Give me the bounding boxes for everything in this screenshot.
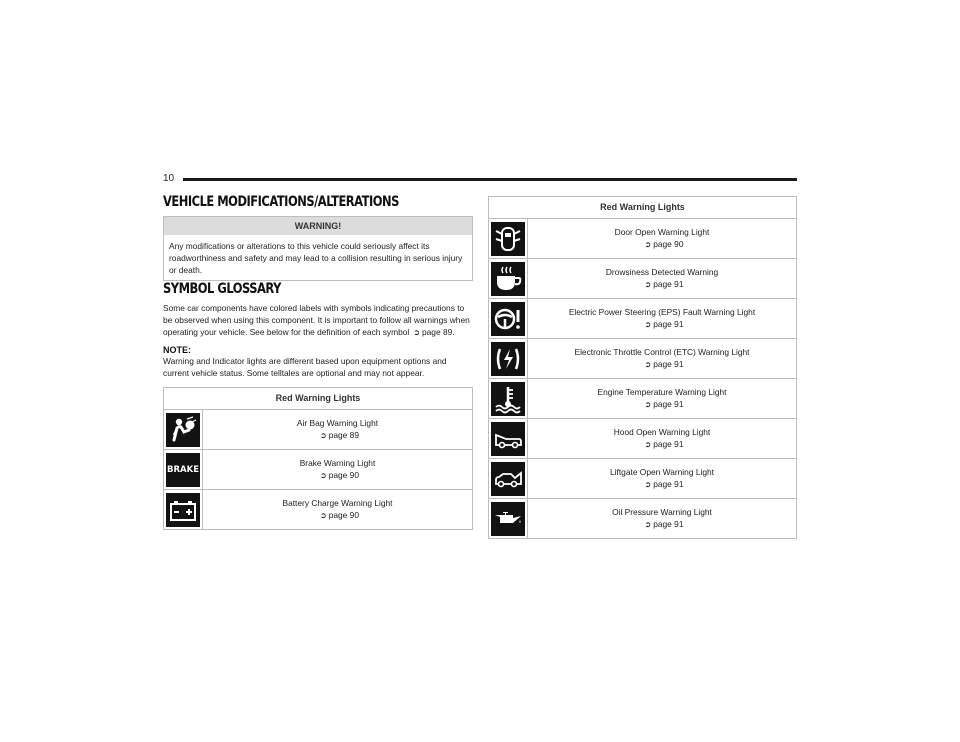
light-label: Air Bag Warning Light (296, 418, 379, 428)
page-arrow-icon: ➲ (320, 511, 327, 520)
glossary-intro (163, 302, 473, 339)
page-reference[interactable]: ➲ page 91 (644, 399, 684, 409)
page-reference[interactable]: ➲ page 90 (320, 510, 359, 520)
table-row (489, 339, 797, 379)
engine-temperature-icon (491, 382, 525, 416)
page-arrow-icon: ➲ (413, 328, 420, 337)
page-reference[interactable]: ➲ page 89 (320, 430, 359, 440)
brake-icon (166, 453, 200, 487)
airbag-icon (166, 413, 200, 447)
table-row (489, 259, 797, 299)
table-row (164, 490, 473, 530)
light-label: Battery Charge Warning Light (282, 498, 393, 508)
note-label: NOTE: (163, 345, 191, 355)
table-header: Red Warning Lights (489, 197, 797, 219)
throttle-lightning-icon (491, 342, 525, 376)
page-reference[interactable]: ➲ page 91 (644, 359, 684, 369)
page-arrow-icon: ➲ (644, 440, 652, 449)
coffee-cup-icon (491, 262, 525, 296)
page-reference[interactable]: ➲ page 91 (644, 479, 684, 489)
table-row (489, 499, 797, 539)
door-open-icon (491, 222, 525, 256)
battery-icon (166, 493, 200, 527)
table-header: Red Warning Lights (164, 388, 473, 410)
page-reference[interactable]: ➲ page 91 (644, 519, 684, 529)
table-row (164, 450, 473, 490)
page-arrow-icon: ➲ (644, 360, 652, 369)
table-row (489, 459, 797, 499)
left-column (163, 194, 473, 530)
hood-open-icon (491, 422, 525, 456)
page-reference[interactable]: ➲ page 90 (320, 470, 359, 480)
right-column (488, 196, 797, 539)
glossary-intro-text: Some car components have colored labels with symbols indicating precautions to be observed when using this component. It is important to follow all warnings when operating your vehicle. See below for the definition of each symbol (163, 303, 470, 337)
glossary-title: SYMBOL GLOSSARY (163, 281, 281, 297)
liftgate-open-icon (491, 462, 525, 496)
light-label: Electronic Throttle Control (ETC) Warning Light (574, 347, 750, 357)
page-number: 10 (163, 173, 175, 184)
page-arrow-icon: ➲ (644, 480, 652, 489)
note-text: Warning and Indicator lights are different based upon equipment options and current vehicle status. Some telltales are optional and may not appear. (163, 356, 447, 378)
warning-heading: WARNING! (164, 217, 472, 235)
steering-wheel-icon (491, 302, 525, 336)
page-arrow-icon: ➲ (644, 400, 652, 409)
table-row (164, 410, 473, 450)
glossary-intro-ref[interactable]: page 89. (421, 327, 455, 337)
warning-text: Any modifications or alterations to this vehicle could seriously affect its roadworthiness and safety and may lead to a collision resulting in serious injury or death. (169, 241, 463, 275)
table-row (489, 299, 797, 339)
right-warning-table (488, 196, 797, 539)
oil-can-icon (491, 502, 525, 536)
brake-icon-text: BRAKE (167, 464, 199, 475)
light-label: Door Open Warning Light (614, 227, 710, 237)
light-label: Brake Warning Light (299, 458, 376, 468)
page-arrow-icon: ➲ (644, 240, 652, 249)
table-row (489, 419, 797, 459)
page-reference[interactable]: ➲ page 90 (644, 239, 684, 249)
page-arrow-icon: ➲ (320, 471, 327, 480)
table-row (489, 219, 797, 259)
light-label: Liftgate Open Warning Light (610, 467, 714, 477)
page-arrow-icon: ➲ (644, 320, 652, 329)
page-arrow-icon: ➲ (644, 520, 652, 529)
light-label: Electric Power Steering (EPS) Fault Warning Light (568, 307, 756, 317)
table-row (489, 379, 797, 419)
page-arrow-icon: ➲ (320, 431, 327, 440)
page-reference[interactable]: ➲ page 91 (644, 279, 684, 289)
header-rule (183, 178, 797, 181)
light-label: Engine Temperature Warning Light (597, 387, 727, 397)
light-label: Drowsiness Detected Warning (605, 267, 719, 277)
page-reference[interactable]: ➲ page 91 (644, 439, 684, 449)
light-label: Oil Pressure Warning Light (612, 507, 712, 517)
light-label: Hood Open Warning Light (613, 427, 711, 437)
page-arrow-icon: ➲ (644, 280, 652, 289)
page-reference[interactable]: ➲ page 91 (644, 319, 684, 329)
left-warning-table (163, 387, 473, 530)
warning-box (163, 216, 473, 281)
modifications-title: VEHICLE MODIFICATIONS/ALTERATIONS (163, 194, 399, 210)
